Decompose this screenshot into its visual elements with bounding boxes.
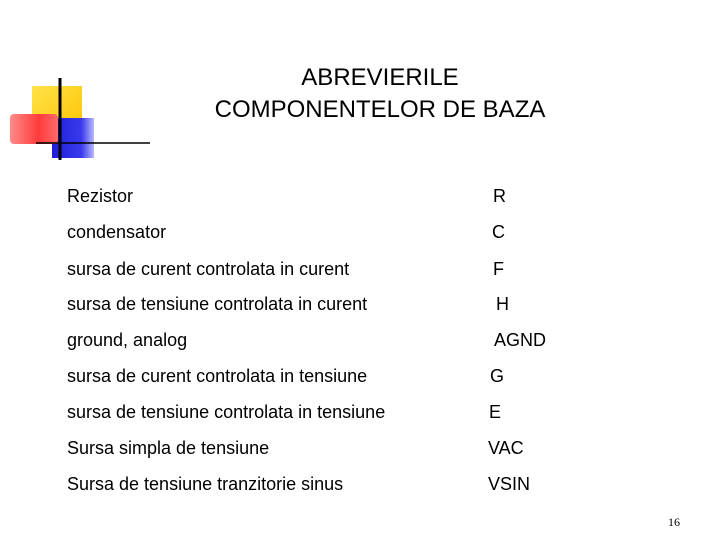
component-name: Sursa de tensiune tranzitorie sinus [67,474,344,494]
component-abbreviation: G [490,366,505,386]
list-item [0,397,720,427]
component-name: Sursa simpla de tensiune [67,438,270,458]
list-item [0,361,720,391]
page-number: 16 [668,515,680,529]
component-abbreviation: F [493,259,504,279]
list-item [0,289,720,319]
decorative-squares-logo [0,0,160,170]
component-name: sursa de tensiune controlata in curent [67,294,368,314]
component-abbreviation: AGND [494,330,547,350]
list-item [0,217,720,247]
component-name: sursa de curent controlata in curent [67,259,350,279]
component-abbreviation: C [492,222,505,242]
component-name: Rezistor [67,186,134,206]
title-line-1: ABREVIERILE [301,64,459,91]
blue-square [52,118,94,158]
component-abbreviation: VSIN [488,474,531,494]
component-name: sursa de curent controlata in tensiune [67,366,368,386]
list-item [0,433,720,463]
list-item [0,181,720,211]
title-line-2: COMPONENTELOR DE BAZA [214,96,546,123]
component-abbreviation: E [489,402,502,422]
component-name: sursa de tensiune controlata in tensiune [67,402,386,422]
component-abbreviation: VAC [488,438,524,458]
red-square [10,114,58,144]
list-item [0,325,720,355]
slide-title [150,62,610,126]
component-abbreviation: R [493,186,506,206]
component-name: ground, analog [67,330,188,350]
list-item [0,254,720,284]
component-abbreviation: H [496,294,509,314]
component-name: condensator [67,222,167,242]
list-item [0,469,720,499]
